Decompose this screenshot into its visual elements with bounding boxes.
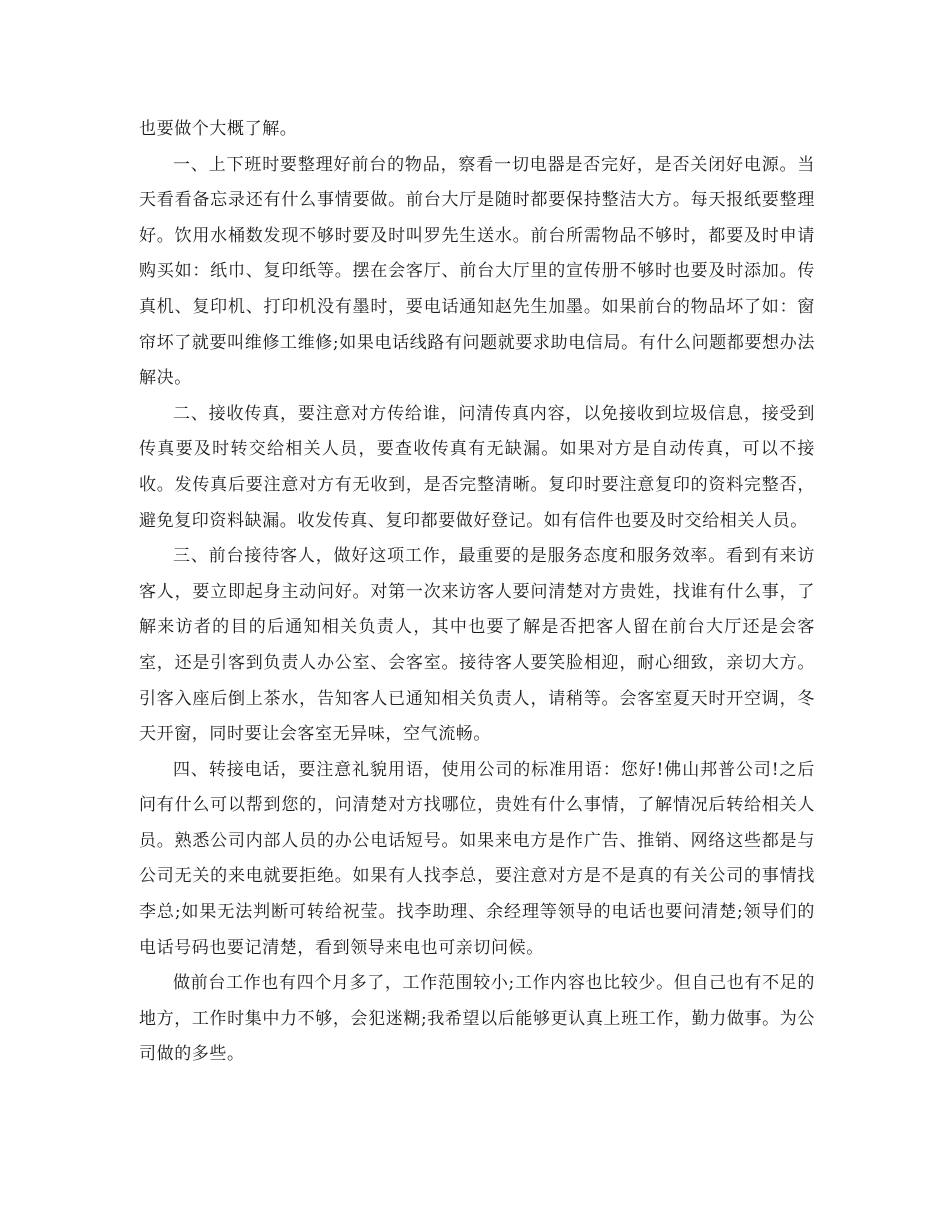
paragraph-conclusion: 做前台工作也有四个月多了，工作范围较小;工作内容也比较少。但自己也有不足的地方，工作时集中力不够，会犯迷糊;我希望以后能够更认真上班工作，勤力做事。为公司做的多些。 — [139, 973, 815, 1065]
paragraph-office-items: 一、上下班时要整理好前台的物品，察看一切电器是否完好，是否关闭好电源。当天看看备忘录还有什么事情要做。前台大厅是随时都要保持整洁大方。每天报纸要整理好。饮用水桶数发现不够时要及时叫罗先生送水。前台所需物品不够时，都要及时申请购买如：纸巾、复印纸等。摆在会客厅、前台大厅里的宣传册不够时也要及时添加。传真机、复印机、打印机没有墨时，要电话通知赵先生加墨。如果前台的物品坏了如：窗帘坏了就要叫维修工维修;如果电话线路有问题就要求助电信局。有什么问题都要想办法解决。 — [139, 154, 815, 389]
paragraph-continuation: 也要做个大概了解。 — [139, 119, 298, 139]
paragraph-reception: 三、前台接待客人，做好这项工作，最重要的是服务态度和服务效率。看到有来访客人，要立即起身主动问好。对第一次来访客人要问清楚对方贵姓，找谁有什么事，了解来访者的目的后通知相关负责人，其中也要了解是否把客人留在前台大厅还是会客室，还是引客到负责人办公室、会客室。接待客人要笑脸相迎，耐心细致，亲切大方。引客入座后倒上茶水，告知客人已通知相关负责人，请稍等。会客室夏天时开空调，冬天开窗，同时要让会客室无异味，空气流畅。 — [139, 546, 815, 745]
paragraph-phone-transfer: 四、转接电话，要注意礼貌用语，使用公司的标准用语：您好!佛山邦普公司!之后问有什么可以帮到您的，问清楚对方找哪位，贵姓有什么事情，了解情况后转给相关人员。熟悉公司内部人员的办公电话短号。如果来电方是作广告、推销、网络这些都是与公司无关的来电就要拒绝。如果有人找李总，要注意对方是不是真的有关公司的事情找李总;如果无法判断可转给祝莹。找李助理、余经理等领导的电话也要问清楚;领导们的电话号码也要记清楚，看到领导来电也可亲切问候。 — [139, 759, 815, 958]
paragraph-fax-copy: 二、接收传真，要注意对方传给谁，问清传真内容，以免接收到垃圾信息，接受到传真要及时转交给相关人员，要查收传真有无缺漏。如果对方是自动传真，可以不接收。发传真后要注意对方有无收到，是否完整清晰。复印时要注意复印的资料完整否，避免复印资料缺漏。收发传真、复印都要做好登记。如有信件也要及时交给相关人员。 — [139, 403, 815, 531]
document-page — [139, 112, 815, 1073]
